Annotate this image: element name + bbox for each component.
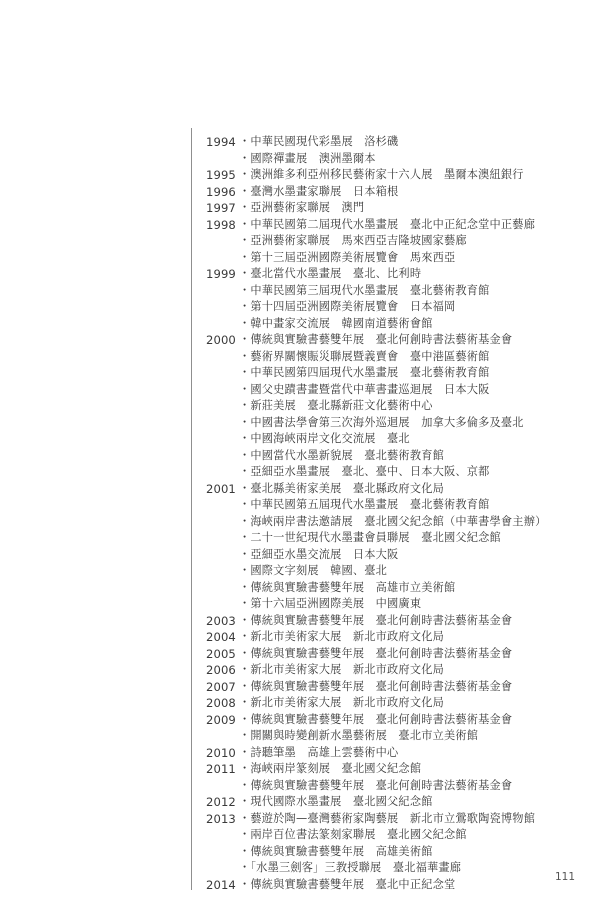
entry-text: ・中華民國第二屆現代水墨畫展 臺北中正紀念堂中正藝廊 <box>239 217 536 231</box>
entry-year <box>206 547 239 564</box>
list-item <box>206 580 596 597</box>
entry-text: ・藝遊於陶—臺灣藝術家陶藝展 新北市立鶯歌陶瓷博物館 <box>239 811 536 825</box>
list-item <box>206 151 596 168</box>
list-item <box>206 398 596 415</box>
entry-text: ・傳統與實驗書藝雙年展 臺北何創時書法藝術基金會 <box>239 679 513 693</box>
exhibition-list <box>206 134 596 893</box>
entry-text: ・傳統與實驗書藝雙年展 臺北何創時書法藝術基金會 <box>239 613 513 627</box>
list-item <box>206 761 596 778</box>
entry-text: ・國際文字刻展 韓國、臺北 <box>239 564 388 577</box>
list-item <box>206 514 596 531</box>
entry-year <box>206 827 239 844</box>
list-item <box>206 134 596 151</box>
list-item <box>206 877 596 894</box>
entry-year <box>206 530 239 547</box>
entry-text: ・傳統與實驗書藝雙年展 臺北何創時書法藝術基金會 <box>239 333 513 346</box>
entry-text: ・亞細亞水墨交流展 日本大阪 <box>239 547 399 561</box>
entry-text: ・藝術界關懷賑災聯展暨義賣會 臺中港區藝術館 <box>239 349 490 363</box>
list-item <box>206 200 596 217</box>
entry-year <box>206 283 239 300</box>
list-item <box>206 250 596 267</box>
entry-year <box>206 860 239 877</box>
entry-year: 1996 <box>206 184 236 199</box>
list-item <box>206 365 596 382</box>
entry-text: ・傳統與實驗書藝雙年展 臺北何創時書法藝術基金會 <box>239 646 513 660</box>
list-item <box>206 745 596 762</box>
list-item <box>206 349 596 366</box>
vertical-rule <box>191 128 192 890</box>
list-item <box>206 448 596 465</box>
list-item <box>206 695 596 712</box>
entry-year <box>206 728 239 745</box>
entry-text: ・新北市美術家大展 新北市政府文化局 <box>239 696 444 709</box>
entry-year <box>206 415 239 432</box>
entry-year: 1995 <box>206 168 236 182</box>
list-item <box>206 629 596 646</box>
list-item <box>206 712 596 729</box>
entry-year: 2009 <box>206 712 236 727</box>
entry-year: 2013 <box>206 811 236 826</box>
list-item <box>206 431 596 448</box>
entry-text: ・「水墨三劍客」三教授聯展 臺北福華畫廊 <box>239 861 462 874</box>
list-item <box>206 662 596 679</box>
entry-text: ・中國書法學會第三次海外巡迴展 加拿大多倫多及臺北 <box>239 415 524 429</box>
entry-text: ・傳統與實驗書藝雙年展 高雄美術館 <box>239 844 433 858</box>
list-item <box>206 679 596 696</box>
entry-text: ・臺北縣美術家美展 臺北縣政府文化局 <box>239 481 444 495</box>
entry-text: ・二十一世紀現代水墨畫會員聯展 臺北國父紀念館 <box>239 531 501 544</box>
entry-text: ・亞洲藝術家聯展 馬來西亞吉隆坡國家藝廊 <box>239 234 467 247</box>
entry-year: 2006 <box>206 663 236 677</box>
entry-year <box>206 514 239 531</box>
entry-text: ・韓中畫家交流展 韓國南道藝術會館 <box>239 316 433 330</box>
entry-year: 1998 <box>206 217 236 232</box>
list-item <box>206 299 596 316</box>
entry-year <box>206 398 239 415</box>
entry-year <box>206 596 239 613</box>
entry-year: 2011 <box>206 762 236 776</box>
entry-year <box>206 431 239 448</box>
entry-year <box>206 233 239 250</box>
list-item <box>206 464 596 481</box>
entry-text: ・中國當代水墨新貌展 臺北藝術教育館 <box>239 448 444 462</box>
entry-text: ・詩聽筆墨 高雄上雲藝術中心 <box>239 745 399 759</box>
entry-year: 2008 <box>206 696 236 710</box>
entry-year: 2007 <box>206 679 236 694</box>
list-item <box>206 382 596 399</box>
entry-text: ・現代國際水墨畫展 臺北國父紀念館 <box>239 795 433 808</box>
entry-year <box>206 316 239 333</box>
entry-year <box>206 844 239 861</box>
list-item <box>206 596 596 613</box>
entry-text: ・澳洲維多利亞州移民藝術家十六人展 墨爾本澳紐銀行 <box>239 168 524 181</box>
list-item <box>206 530 596 547</box>
entry-year: 2004 <box>206 630 236 644</box>
entry-text: ・亞細亞水墨畫展 臺北、臺中、日本大阪、京都 <box>239 465 490 478</box>
list-item <box>206 481 596 498</box>
entry-year: 2014 <box>206 877 236 892</box>
entry-text: ・開關與時變創新水墨藝術展 臺北市立美術館 <box>239 729 479 742</box>
list-item <box>206 217 596 234</box>
entry-year <box>206 778 239 795</box>
entry-year <box>206 250 239 267</box>
entry-text: ・傳統與實驗書藝雙年展 臺北何創時書法藝術基金會 <box>239 712 513 726</box>
entry-year: 2012 <box>206 795 236 809</box>
list-item <box>206 860 596 877</box>
entry-text: ・臺灣水墨畫家聯展 日本箱根 <box>239 184 399 198</box>
list-item <box>206 827 596 844</box>
entry-text: ・傳統與實驗書藝雙年展 臺北何創時書法藝術基金會 <box>239 778 513 792</box>
entry-year <box>206 151 239 168</box>
entry-text: ・新北市美術家大展 新北市政府文化局 <box>239 630 444 643</box>
entry-year <box>206 448 239 465</box>
entry-year: 1994 <box>206 135 236 149</box>
entry-text: ・中華民國現代彩墨展 洛杉磯 <box>239 135 399 148</box>
entry-text: ・新北市美術家大展 新北市政府文化局 <box>239 663 444 676</box>
list-item <box>206 266 596 283</box>
list-item <box>206 844 596 861</box>
list-item <box>206 497 596 514</box>
list-item <box>206 184 596 201</box>
entry-text: ・兩岸百位書法篆刻家聯展 臺北國父紀念館 <box>239 828 467 841</box>
list-item <box>206 283 596 300</box>
entry-text: ・國父史蹟書畫暨當代中華書畫巡迴展 日本大阪 <box>239 382 490 396</box>
entry-text: ・國際禪畫展 澳洲墨爾本 <box>239 151 376 165</box>
list-item <box>206 613 596 630</box>
entry-text: ・傳統與實驗書藝雙年展 臺北中正紀念堂 <box>239 877 456 891</box>
entry-year <box>206 299 239 316</box>
entry-text: ・臺北當代水墨畫展 臺北、比利時 <box>239 267 422 280</box>
page-number: 111 <box>555 871 576 883</box>
list-item <box>206 316 596 333</box>
entry-text: ・中華民國第三屆現代水墨畫展 臺北藝術教育館 <box>239 283 490 297</box>
list-item <box>206 794 596 811</box>
entry-year <box>206 497 239 514</box>
list-item <box>206 778 596 795</box>
list-item <box>206 811 596 828</box>
entry-year <box>206 382 239 399</box>
entry-year: 2010 <box>206 745 236 760</box>
entry-text: ・海峽兩岸篆刻展 臺北國父紀念館 <box>239 762 422 775</box>
list-item <box>206 415 596 432</box>
entry-text: ・第十三屆亞洲國際美術展覽會 馬來西亞 <box>239 250 456 264</box>
list-item <box>206 563 596 580</box>
entry-text: ・海峽兩岸書法邀請展 臺北國父紀念館（中華書學會主辦） <box>239 514 547 528</box>
entry-text: ・第十六屆亞洲國際美展 中國廣東 <box>239 597 422 610</box>
entry-year: 2001 <box>206 481 236 496</box>
entry-year: 1999 <box>206 267 236 281</box>
entry-year <box>206 349 239 366</box>
entry-year: 2000 <box>206 333 236 347</box>
entry-text: ・中國海峽兩岸文化交流展 臺北 <box>239 432 410 445</box>
entry-text: ・中華民國第五屆現代水墨畫展 臺北藝術教育館 <box>239 498 490 511</box>
list-item <box>206 167 596 184</box>
entry-text: ・中華民國第四屆現代水墨畫展 臺北藝術教育館 <box>239 366 490 379</box>
entry-text: ・新莊美展 臺北縣新莊文化藝術中心 <box>239 399 433 412</box>
entry-year: 2005 <box>206 646 236 661</box>
entry-year <box>206 365 239 382</box>
entry-year: 1997 <box>206 201 236 215</box>
list-item <box>206 233 596 250</box>
entry-text: ・亞洲藝術家聯展 澳門 <box>239 201 365 214</box>
entry-text: ・傳統與實驗書藝雙年展 高雄市立美術館 <box>239 580 456 594</box>
list-item <box>206 332 596 349</box>
entry-year <box>206 464 239 481</box>
entry-year <box>206 563 239 580</box>
list-item <box>206 547 596 564</box>
list-item <box>206 728 596 745</box>
entry-year: 2003 <box>206 613 236 628</box>
entry-text: ・第十四屆亞洲國際美術展覽會 日本福岡 <box>239 300 456 313</box>
list-item <box>206 646 596 663</box>
entry-year <box>206 580 239 597</box>
